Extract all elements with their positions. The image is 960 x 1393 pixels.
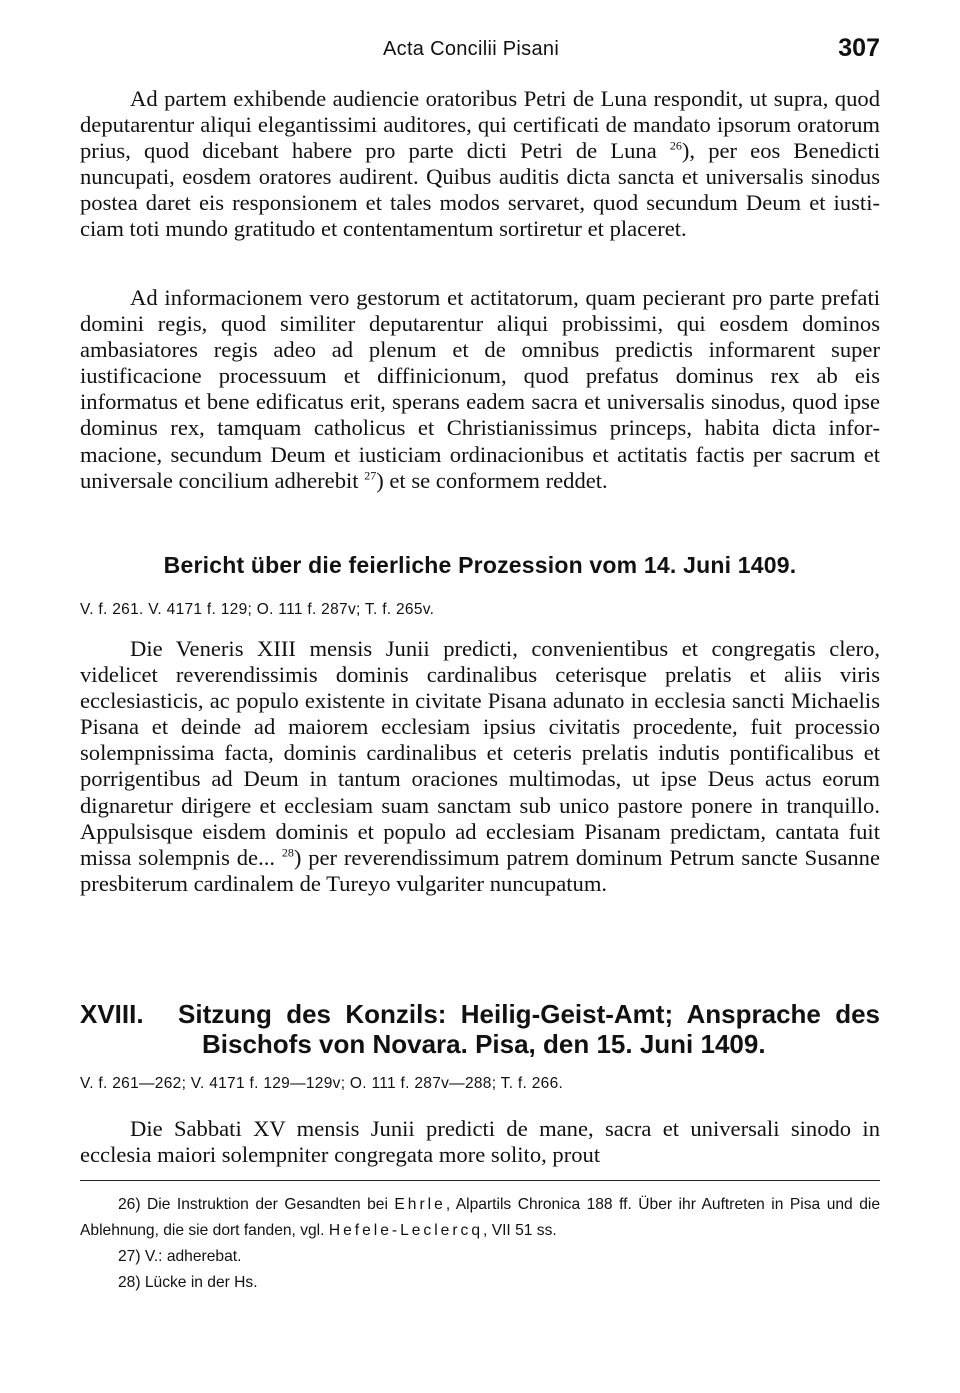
body-paragraph-4: [80, 1116, 880, 1168]
paragraph-text-span: Ad informacionem vero gestorum et actitatorum, quam pecierant pro parte prefati domini regis, quod similiter deputarentur aliqui probissimi, qui eosdem dominos ambasiatores regis adeo ad plenum et de omnibus predictis informarent super iustificacione processuum et diffinicionum, quod prefatus dominus rex ab eis informatus et bene edificatus erit, sperans eadem sacra et universalis sinodus, quod ipse dominus rex, tamquam catholicus et Christianissimus princeps, habita dicta informacione, secundum Deum et iusticiam ordinacionibus et actitatis factis per sacrum et universale concilium adherebit: [80, 285, 880, 493]
paragraph-text-span: ) et se conformem reddet.: [376, 467, 608, 493]
manuscript-sources: V. f. 261. V. 4171 f. 129; O. 111 f. 287v; T. f. 265v.: [80, 601, 435, 618]
footnote-26: [80, 1192, 880, 1244]
body-paragraph-2: [80, 285, 880, 494]
author-name: Ehrle: [394, 1196, 446, 1213]
footnote-ref-28: 28: [281, 845, 294, 860]
footnote-text: 26) Die Instruktion der Gesandten bei: [118, 1196, 395, 1213]
paragraph-text: [80, 285, 880, 494]
footnote-text: , Alpartils Chronica 188 ff. Über ihr Auftreten in Pisa und die Ablehnung, die sie dort fanden, vgl.: [80, 1196, 881, 1239]
paragraph-text-span: ) per reverendissimum patrem dominum Petrum sancte Susanne presbiterum cardinalem de Tureyo vulgariter nuncupatum.: [80, 844, 880, 896]
body-paragraph-3: [80, 636, 880, 897]
footnote-28: 28) Lücke in der Hs.: [118, 1274, 258, 1291]
paragraph-text: [80, 636, 880, 897]
manuscript-sources: V. f. 261—262; V. 4171 f. 129—129v; O. 111 f. 287v—288; T. f. 266.: [80, 1075, 564, 1092]
running-title: Acta Concilii Pisani: [383, 38, 560, 60]
page-header: [0, 34, 960, 68]
footnote-ref-26: 26: [669, 138, 682, 153]
paragraph-text-span: ), per eos Benedicti nuncupati, eosdem oratores audirent. Quibus auditis dicta sancta et universalis sinodus postea daret eis responsionem et tales modos servaret, quod secundum Deum et iusticiam toti mundo gratitudo et contentamentum sortiretur et placeret.: [80, 138, 880, 242]
paragraph-text-span: Die Veneris XIII mensis Junii predicti, convenientibus et congregatis clero, videlicet reverendissimis dominis cardinalibus ceterisque prelatis et aliis viris ecclesiasticis, ac populo existente in civitate Pisana adunato in ecclesia sancti Michaelis Pisana et deinde ad maiorem ecclesiam ipsius civitatis procedente, fuit processio solempnissima facta, dominis cardinalibus et ceteris prelatis indutis pontificalibus et porrigentibus ad Deum in tantum oraciones multimodas, ut ipse Deus actus eorum dignaretur dirigere et ecclesiam suam sanctam sub unico pastore ponere in tranquillo. Appulsisque eisdem dominis et populo ad ecclesiam Pisanam predictam, cantata fuit missa solempnis de...: [80, 636, 880, 870]
paragraph-text: Die Sabbati XV mensis Junii predicti de mane, sacra et universali sinodo in ecclesia maiori solempniter congregata more solito, prout: [80, 1116, 880, 1168]
footnote-ref-27: 27: [364, 468, 377, 483]
footnote-27: 27) V.: adherebat.: [118, 1248, 242, 1265]
footnote-text: , VII 51 ss.: [483, 1222, 557, 1239]
paragraph-text-span: Ad partem exhibende audiencie oratoribus Petri de Luna respondit, ut supra, quod deputarentur aliqui elegantissimi auditores, qui certificati de mandato ipsorum oratorum prius, quod dicebant habere pro parte dicti Petri de Luna: [80, 86, 880, 164]
author-name: Hefele-Leclercq: [328, 1222, 484, 1239]
section-number: XVIII.: [80, 999, 144, 1029]
section-title-line-2: Bischofs von Novara. Pisa, den 15. Juni 1409.: [202, 1029, 766, 1059]
section-title-line-1: Sitzung des Konzils: Heilig-Geist-Amt; Ansprache des: [178, 999, 880, 1029]
footnote-divider: [80, 1180, 880, 1181]
body-paragraph-1: [80, 86, 880, 243]
paragraph-text: [80, 86, 880, 243]
footnotes: [80, 1192, 880, 1296]
page-number: 307: [838, 34, 880, 62]
section-heading-procession: Bericht über die feierliche Prozession vom 14. Juni 1409.: [163, 552, 797, 578]
section-heading-session: [80, 999, 880, 1059]
